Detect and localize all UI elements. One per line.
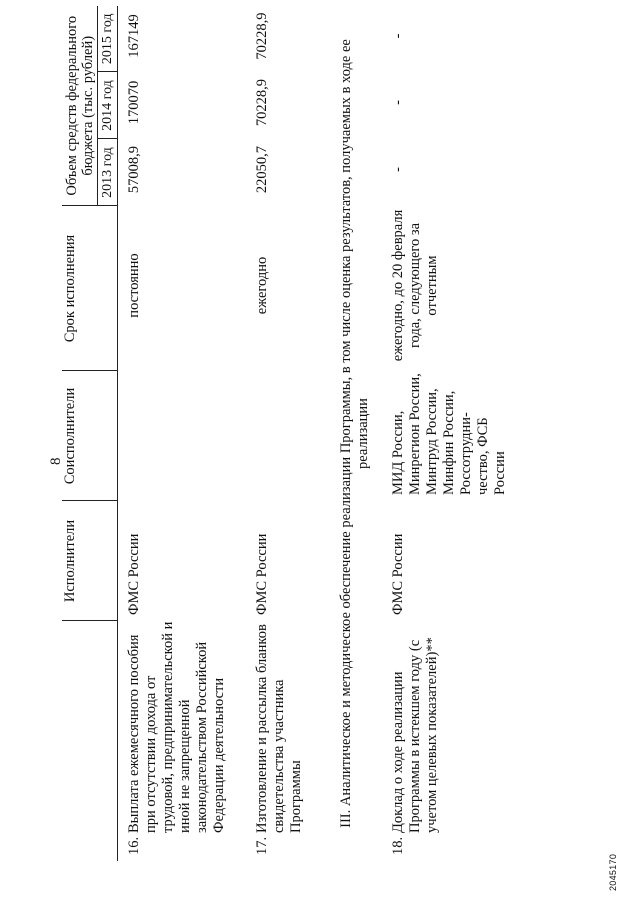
document-code: 2045170 <box>608 853 618 891</box>
section-title: III. Аналитическое и методическое обеспечение реализации Программы, в том числе оценка результатов, получаемых в ходе ее реализации <box>338 39 371 828</box>
program-table <box>62 6 509 861</box>
page-number: 8 <box>48 457 64 465</box>
row-name-cell <box>380 621 509 861</box>
header-coexecutors: Соисполнители <box>62 371 118 501</box>
header-name <box>62 621 118 861</box>
row-coexecutors <box>238 371 318 501</box>
row-name: Выплата ежемесячного пособия при отсутствии дохода от трудовой, предпринимательской и иной не запрещенной законодательством Российской Федерации деятельности <box>126 621 227 833</box>
header-year-2014: 2014 год <box>98 72 118 139</box>
header-budget-volume: Объем средств федерального бюджета (тыс. рублей) <box>62 6 98 206</box>
row-name-cell <box>118 621 239 861</box>
row-value-2014: - <box>390 100 406 105</box>
row-value-2013: - <box>390 167 406 172</box>
row-number: 16. <box>126 836 142 855</box>
row-executors: ФМС России <box>126 533 142 615</box>
table-row <box>380 6 509 861</box>
table-row <box>118 6 239 861</box>
row-term: постоянно <box>126 253 142 318</box>
row-number: 17. <box>254 836 270 855</box>
row-name: Доклад о ходе реализации Программы в истекшем году (с учетом целевых показателей)** <box>390 637 440 833</box>
row-executors: ФМС России <box>254 533 270 615</box>
table-row <box>238 6 318 861</box>
row-value-2014: 170070 <box>126 80 142 125</box>
row-number: 18. <box>390 836 406 855</box>
header-year-2015: 2015 год <box>98 6 118 72</box>
row-value-2015: 167149 <box>126 14 142 58</box>
row-term: ежегодно <box>254 256 270 315</box>
row-executors: ФМС России <box>390 533 406 615</box>
row-value-2014: 70228,9 <box>254 78 270 127</box>
row-value-2015: - <box>390 33 406 39</box>
row-value-2013: 22050,7 <box>254 145 270 194</box>
header-executors: Исполнители <box>62 501 118 621</box>
row-name-cell <box>238 621 318 861</box>
row-coexecutors <box>118 371 239 501</box>
header-term: Срок исполнения <box>62 206 118 371</box>
row-term: ежегодно, до 20 февраля года, следующего за отчетным <box>390 209 440 362</box>
header-year-2013: 2013 год <box>98 139 118 206</box>
section-heading-row <box>318 6 380 861</box>
row-coexecutors: МИД России, Минрегион России, Минтруд России, Минфин России, Россотрудни- чество, ФСБ России <box>390 373 508 495</box>
row-value-2013: 57008,9 <box>126 145 142 194</box>
row-name: Изготовление и рассылка бланков свидетельства участника Программы <box>254 624 304 833</box>
row-value-2015: 70228,9 <box>254 12 270 60</box>
